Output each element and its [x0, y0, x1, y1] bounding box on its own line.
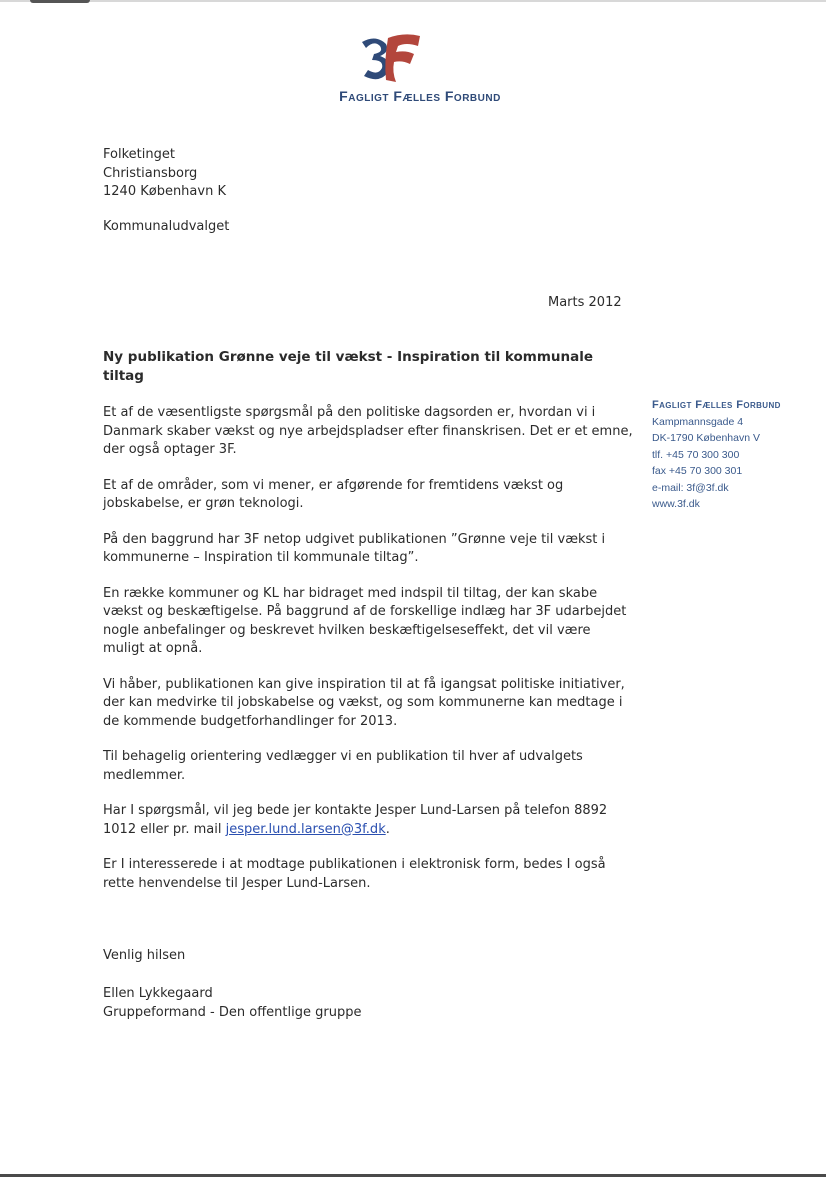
sender-phone: tlf. +45 70 300 300: [652, 448, 740, 461]
letter-subject: Ny publikation Grønne veje til vækst - Inspiration til kommunale tiltag: [103, 349, 594, 384]
sender-web: www.3f.dk: [652, 498, 700, 510]
recipient-committee: Kommunaludvalget: [103, 219, 230, 234]
scan-mark: [30, 0, 90, 3]
body-paragraph: Til behagelig orientering vedlægger vi en publikation til hver af udvalgets medlemmer.: [103, 749, 583, 783]
sender-street: Kampmannsgade 4: [652, 415, 744, 428]
top-edge: [0, 0, 826, 2]
sender-fax: fax +45 70 300 301: [652, 465, 743, 477]
body-paragraph: Et af de væsentligste spørgsmål på den politiske dagsorden er, hvordan vi i Danmark skaber vækst og nye arbejdspladser efter finanskrisen. Det er et emne, der også optager 3F.: [103, 405, 633, 457]
recipient-line: Folketinget: [103, 147, 175, 162]
signature-block: [103, 985, 361, 1022]
sender-city: DK-1790 København V: [652, 432, 760, 444]
contact-text: Har I spørgsmål, vil jeg bede jer kontakte Jesper Lund-Larsen på telefon 8892 1012 eller pr. mail: [103, 803, 608, 837]
sender-contact-block: [652, 397, 812, 513]
body-paragraph: Et af de områder, som vi mener, er afgørende for fremtidens vækst og jobskabelse, er grøn teknologi.: [103, 477, 564, 511]
organization-name: Fagligt Fælles Forbund: [339, 88, 501, 104]
sender-org: Fagligt Fælles Forbund: [652, 399, 781, 411]
signer-name: Ellen Lykkegaard: [103, 986, 213, 1001]
letter-body: [103, 404, 633, 910]
body-paragraph: [103, 802, 633, 839]
body-paragraph: På den baggrund har 3F netop udgivet publikationen ”Grønne veje til vækst i kommunerne – Inspiration til kommunale tiltag”.: [103, 531, 606, 565]
sender-email: e-mail: 3f@3f.dk: [652, 481, 729, 494]
email-link[interactable]: jesper.lund.larsen@3f.dk: [225, 821, 386, 837]
3f-logo-icon: [358, 32, 422, 84]
letter-date: Marts 2012: [548, 295, 622, 310]
body-paragraph: Vi håber, publikationen kan give inspiration til at få igangsat politiske initiativer, der kan medvirke til jobskabelse og vækst, og som kommunerne kan medtage i de kommende budgetforhandlinger for 2013.: [103, 676, 625, 729]
closing-greeting: Venlig hilsen: [103, 948, 186, 963]
recipient-line: 1240 København K: [103, 184, 226, 199]
signer-title: Gruppeformand - Den offentlige gruppe: [103, 1004, 362, 1020]
recipient-address: [103, 146, 226, 202]
contact-text-end: .: [385, 821, 390, 837]
recipient-line: Christiansborg: [103, 165, 198, 181]
body-paragraph: Er I interesserede i at modtage publikationen i elektronisk form, bedes I også rette henvendelse til Jesper Lund-Larsen.: [103, 857, 606, 891]
body-paragraph: En række kommuner og KL har bidraget med indspil til tiltag, der kan skabe vækst og beskæftigelse. På baggrund af de forskellige indlæg har 3F udarbejdet nogle anbefalinger og beskrevet hvilken beskæftigelseseffekt, det vil være muligt at opnå.: [103, 585, 627, 656]
